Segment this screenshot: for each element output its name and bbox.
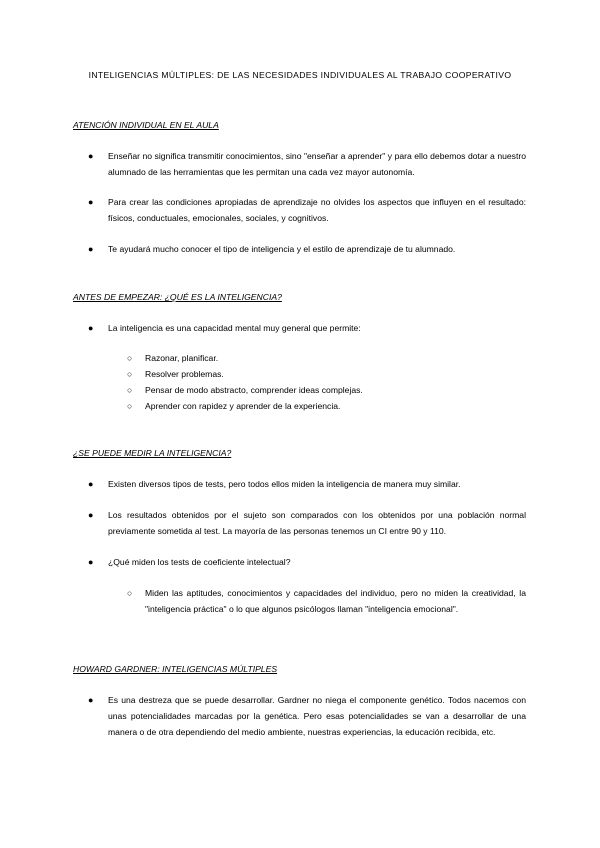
- document-title: INTELIGENCIAS MÚLTIPLES: DE LAS NECESIDADES INDIVIDUALES AL TRABAJO COOPERATIVO: [88, 70, 512, 80]
- list-item: Para crear las condiciones apropiadas de aprendizaje no olvides los aspectos que influyen en el resultado: físicos, conductuales, emocionales, sociales, y cognitivos.: [108, 197, 526, 223]
- bullet-icon: ●: [88, 197, 94, 207]
- section-heading-atencion: ATENCIÓN INDIVIDUAL EN EL AULA: [73, 120, 219, 130]
- sub-bullet-icon: ○: [127, 369, 133, 379]
- section-heading-medir-inteligencia: ¿SE PUEDE MEDIR LA INTELIGENCIA?: [73, 448, 232, 458]
- sub-list-item: Miden las aptitudes, conocimientos y capacidades del individuo, pero no miden la creatividad, la "inteligencia práctica" o lo que algunos psicólogos llaman "inteligencia emocional".: [145, 588, 526, 614]
- sub-list-item: Razonar, planificar.: [145, 353, 219, 363]
- bullet-icon: ●: [88, 510, 94, 520]
- list-item: Existen diversos tipos de tests, pero todos ellos miden la inteligencia de manera muy similar.: [108, 479, 461, 489]
- section-heading-howard-gardner: HOWARD GARDNER: INTELIGENCIAS MÚLTIPLES: [73, 664, 278, 674]
- sub-list-item: Pensar de modo abstracto, comprender ideas complejas.: [145, 385, 363, 395]
- bullet-icon: ●: [88, 244, 94, 254]
- list-item: Los resultados obtenidos por el sujeto son comparados con los obtenidos por una población normal previamente sometida al test. La mayoría de las personas tenemos un CI entre 90 y 110.: [108, 510, 526, 536]
- list-item: ¿Qué miden los tests de coeficiente intelectual?: [108, 557, 291, 567]
- list-item: Es una destreza que se puede desarrollar. Gardner no niega el componente genético. Todos nacemos con unas potencialidades marcadas por la genética. Pero esas potencialidades se van a desarrollar de una manera o de otra dependiendo del medio ambiente, nuestras experiencias, la educación recibida, etc.: [108, 695, 526, 737]
- sub-bullet-icon: ○: [127, 385, 133, 395]
- bullet-icon: ●: [88, 323, 94, 333]
- sub-list-item: Resolver problemas.: [145, 369, 224, 379]
- bullet-icon: ●: [88, 479, 94, 489]
- section-heading-antes-de-empezar: ANTES DE EMPEZAR: ¿QUÉ ES LA INTELIGENCIA?: [73, 292, 282, 302]
- bullet-icon: ●: [88, 151, 94, 161]
- sub-list-item: Aprender con rapidez y aprender de la experiencia.: [145, 401, 341, 411]
- sub-bullet-icon: ○: [127, 588, 133, 598]
- sub-bullet-icon: ○: [127, 353, 133, 363]
- list-item: Te ayudará mucho conocer el tipo de inteligencia y el estilo de aprendizaje de tu alumnado.: [108, 244, 456, 254]
- sub-bullet-icon: ○: [127, 401, 133, 411]
- bullet-icon: ●: [88, 557, 94, 567]
- list-item: Enseñar no significa transmitir conocimientos, sino "enseñar a aprender" y para ello debemos dotar a nuestro alumnado de las herramientas que les permitan una cada vez mayor autonomía.: [108, 151, 526, 177]
- list-item: La inteligencia es una capacidad mental muy general que permite:: [108, 323, 361, 333]
- bullet-icon: ●: [88, 695, 94, 705]
